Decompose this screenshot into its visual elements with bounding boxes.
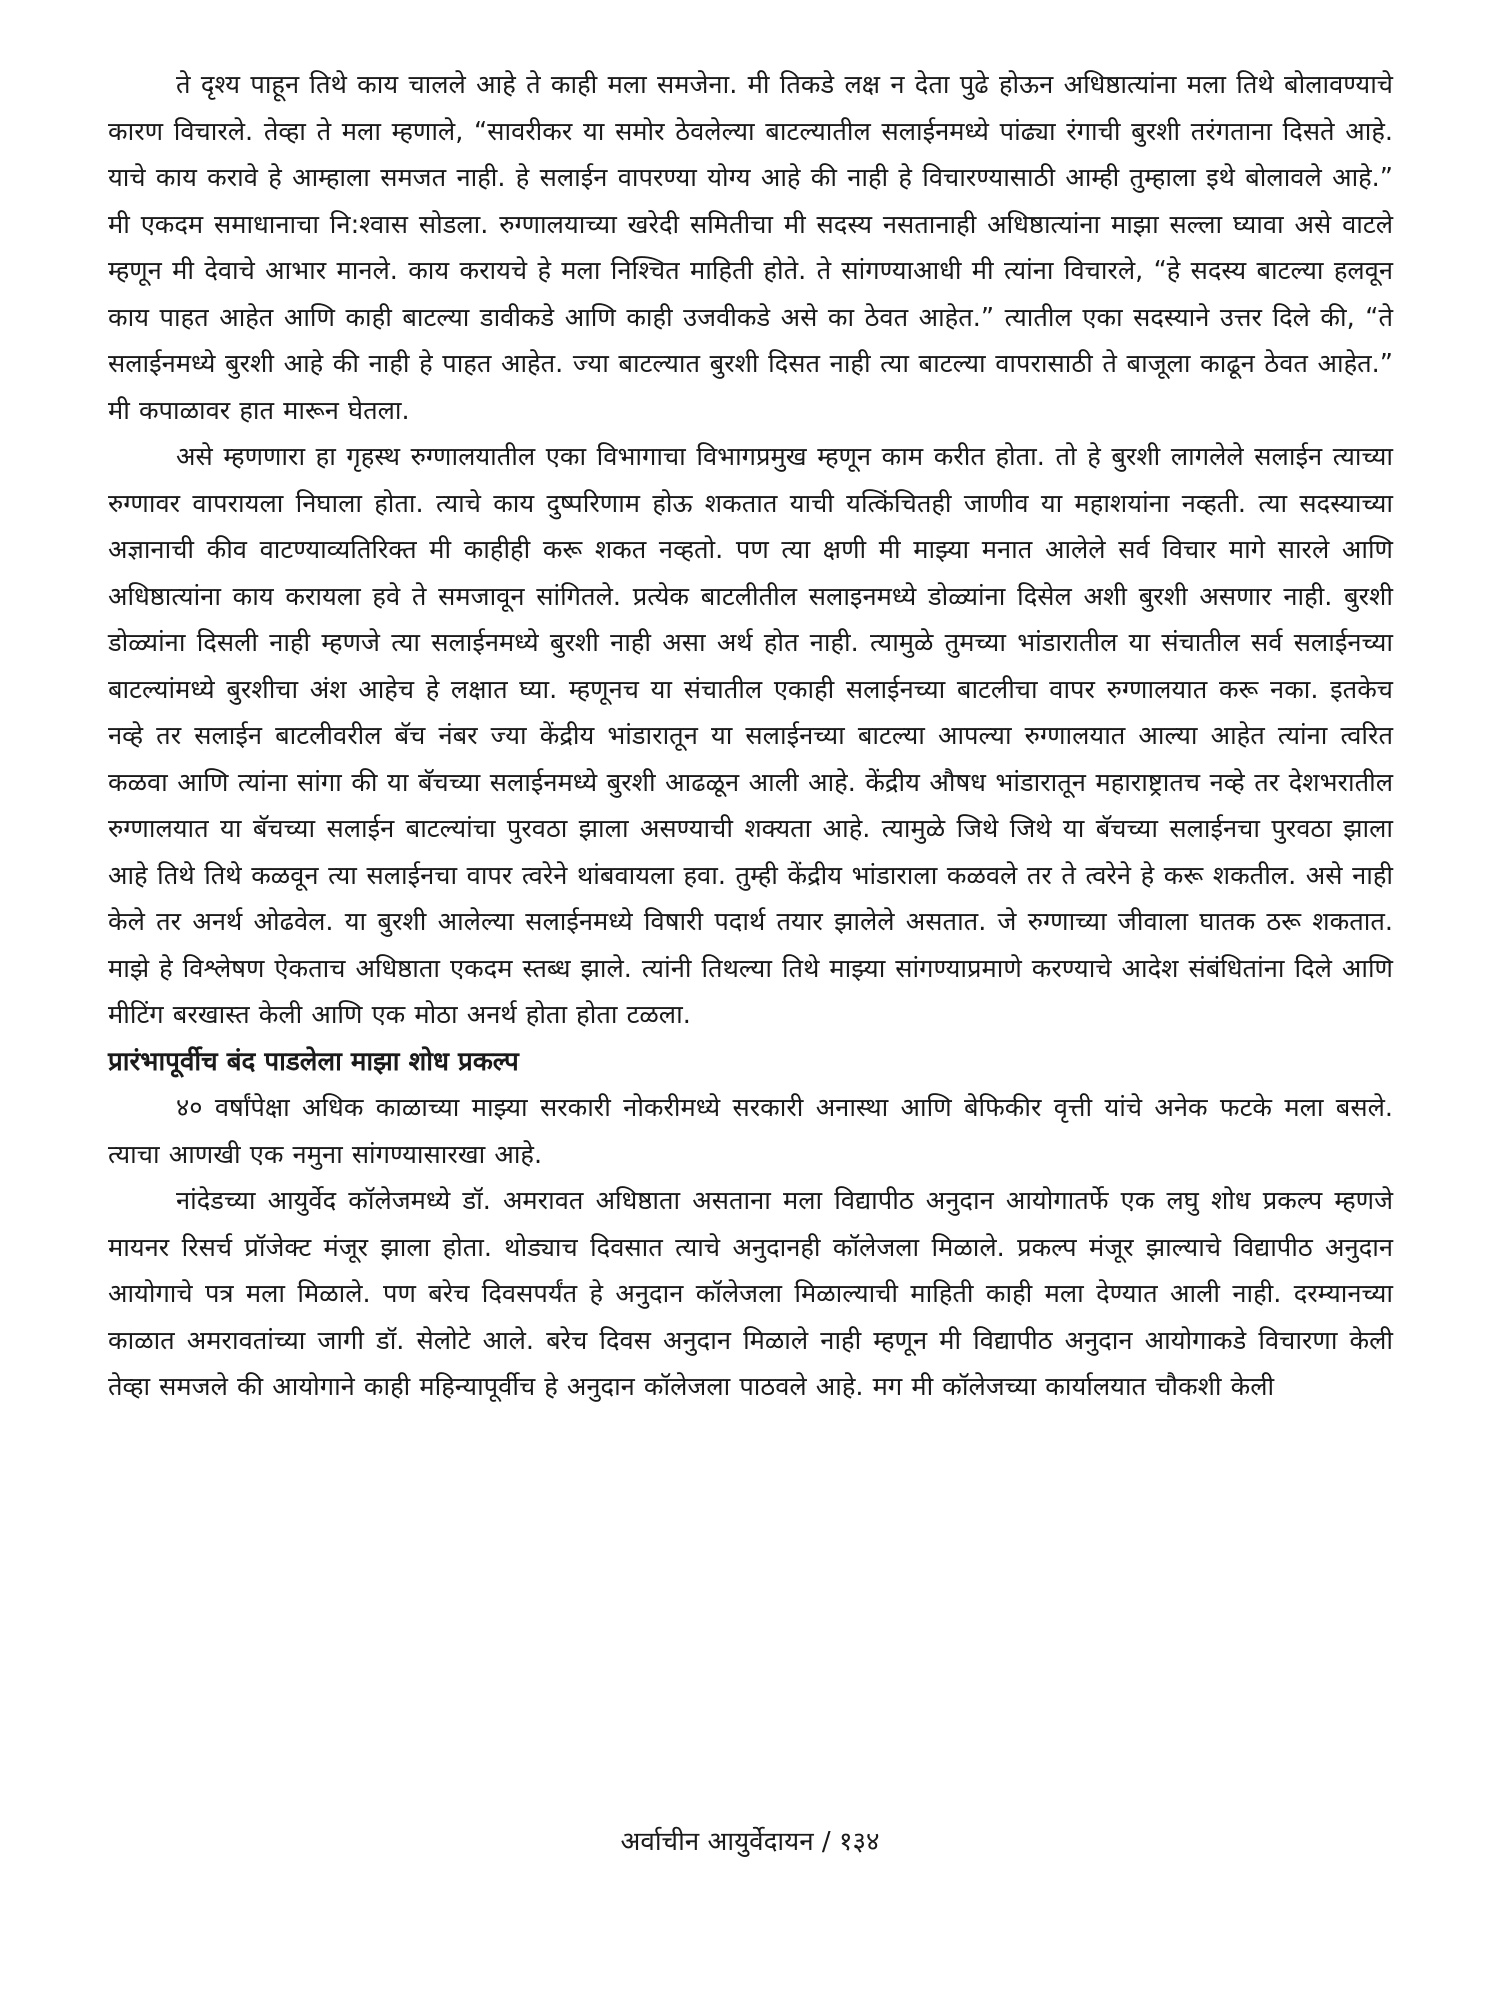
section-heading: प्रारंभापूर्वीच बंद पाडलेला माझा शोध प्रकल्प [108, 1046, 519, 1077]
paragraph-2: असे म्हणणारा हा गृहस्थ रुग्णालयातील एका विभागाचा विभागप्रमुख म्हणून काम करीत होता. तो हे बुरशी लागलेले सलाईन त्याच्या रुग्णावर वापरायला निघाला होता. त्याचे काय दुष्परिणाम होऊ शकतात याची यत्किंचितही जाणीव या महाशयांना नव्हती. त्या सदस्याच्या अज्ञानाची कीव वाटण्याव्यतिरिक्त मी काहीही करू शकत नव्हतो. पण त्या क्षणी मी माझ्या मनात आलेले सर्व विचार मागे सारले आणि अधिष्ठात्यांना काय करायला हवे ते समजावून सांगितले. प्रत्येक बाटलीतील सलाइनमध्ये डोळ्यांना दिसेल अशी बुरशी असणार नाही. बुरशी डोळ्यांना दिसली नाही म्हणजे त्या सलाईनमध्ये बुरशी नाही असा अर्थ होत नाही. त्यामुळे तुमच्या भांडारातील या संचातील सर्व सलाईनच्या बाटल्यांमध्ये बुरशीचा अंश आहेच हे लक्षात घ्या. म्हणूनच या संचातील एकाही सलाईनच्या बाटलीचा वापर रुग्णालयात करू नका. इतकेच नव्हे तर सलाईन बाटलीवरील बॅच नंबर ज्या केंद्रीय भांडारातून या सलाईनच्या बाटल्या आपल्या रुग्णालयात आल्या आहेत त्यांना त्वरित कळवा आणि त्यांना सांगा की या बॅचच्या सलाईनमध्ये बुरशी आढळून आली आहे. केंद्रीय औषध भांडारातून महाराष्ट्रातच नव्हे तर देशभरातील रुग्णालयात या बॅचच्या सलाईन बाटल्यांचा पुरवठा झाला असण्याची शक्यता आहे. त्यामुळे जिथे जिथे या बॅचच्या सलाईनचा पुरवठा झाला आहे तिथे तिथे कळवून त्या सलाईनचा वापर त्वरेने थांबवायला हवा. तुम्ही केंद्रीय भांडाराला कळवले तर ते त्वरेने हे करू शकतील. असे नाही केले तर अनर्थ ओढवेल. या बुरशी आलेल्या सलाईनमध्ये विषारी पदार्थ तयार झालेले असतात. जे रुग्णाच्या जीवाला घातक ठरू शकतात. माझे हे विश्लेषण ऐकताच अधिष्ठाता एकदम स्तब्ध झाले. त्यांनी तिथल्या तिथे माझ्या सांगण्याप्रमाणे करण्याचे आदेश संबंधितांना दिले आणि मीटिंग बरखास्त केली आणि एक मोठा अनर्थ होता होता टळला. [108, 442, 1393, 1030]
paragraph-1: ते दृश्य पाहून तिथे काय चालले आहे ते काही मला समजेना. मी तिकडे लक्ष न देता पुढे होऊन अधिष्ठात्यांना मला तिथे बोलावण्याचे कारण विचारले. तेव्हा ते मला म्हणाले, “सावरीकर या समोर ठेवलेल्या बाटल्यातील सलाईनमध्ये पांढ्या रंगाची बुरशी तरंगताना दिसते आहे. याचे काय करावे हे आम्हाला समजत नाही. हे सलाईन वापरण्या योग्य आहे की नाही हे विचारण्यासाठी आम्ही तुम्हाला इथे बोलावले आहे.” मी एकदम समाधानाचा नि:श्वास सोडला. रुग्णालयाच्या खरेदी समितीचा मी सदस्य नसतानाही अधिष्ठात्यांना माझा सल्ला घ्यावा असे वाटले म्हणून मी देवाचे आभार मानले. काय करायचे हे मला निश्चित माहिती होते. ते सांगण्याआधी मी त्यांना विचारले, “हे सदस्य बाटल्या हलवून काय पाहत आहेत आणि काही बाटल्या डावीकडे आणि काही उजवीकडे असे का ठेवत आहेत.” त्यातील एका सदस्याने उत्तर दिले की, “ते सलाईनमध्ये बुरशी आहे की नाही हे पाहत आहेत. ज्या बाटल्यात बुरशी दिसत नाही त्या बाटल्या वापरासाठी ते बाजूला काढून ठेवत आहेत.” मी कपाळावर हात मारून घेतला. [108, 70, 1393, 426]
page-footer: अर्वाचीन आयुर्वेदायन / १३४ [620, 1827, 880, 1857]
paragraph-4: नांदेडच्या आयुर्वेद कॉलेजमध्ये डॉ. अमरावत अधिष्ठाता असताना मला विद्यापीठ अनुदान आयोगातर्फे एक लघु शोध प्रकल्प म्हणजे मायनर रिसर्च प्रॉजेक्ट मंजूर झाला होता. थोड्याच दिवसात त्याचे अनुदानही कॉलेजला मिळाले. प्रकल्प मंजूर झाल्याचे विद्यापीठ अनुदान आयोगाचे पत्र मला मिळाले. पण बरेच दिवसपर्यंत हे अनुदान कॉलेजला मिळाल्याची माहिती काही मला देण्यात आली नाही. दरम्यानच्या काळात अमरावतांच्या जागी डॉ. सेलोटे आले. बरेच दिवस अनुदान मिळाले नाही म्हणून मी विद्यापीठ अनुदान आयोगाकडे विचारणा केली तेव्हा समजले की आयोगाने काही महिन्यापूर्वीच हे अनुदान कॉलेजला पाठवले आहे. मग मी कॉलेजच्या कार्यालयात चौकशी केली [108, 1186, 1393, 1402]
paragraph-3: ४० वर्षांपेक्षा अधिक काळाच्या माझ्या सरकारी नोकरीमध्ये सरकारी अनास्था आणि बेफिकीर वृत्ती यांचे अनेक फटके मला बसले. त्याचा आणखी एक नमुना सांगण्यासारखा आहे. [108, 1093, 1393, 1170]
page-body [108, 62, 1393, 1411]
